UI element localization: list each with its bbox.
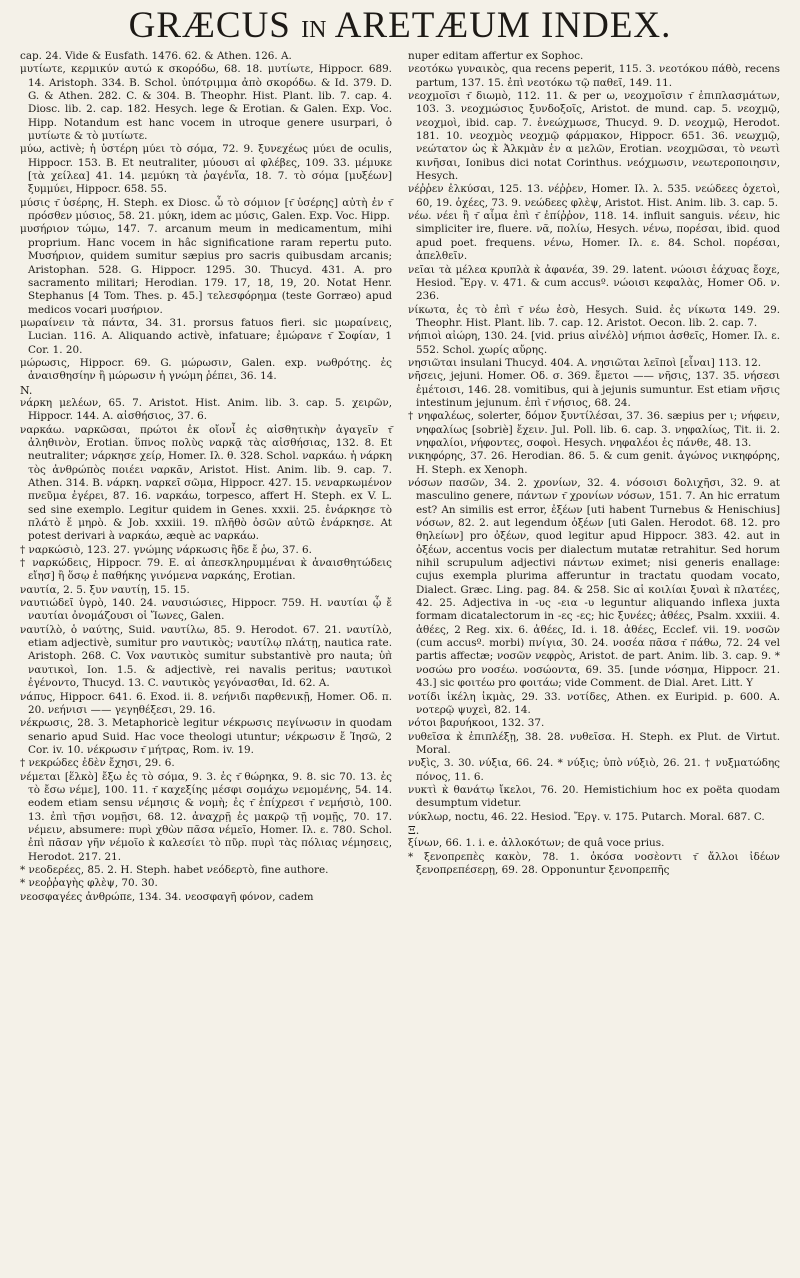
index-entry: νήπιοὶ αἰώρη, 130. 24. [vid. prius αἰνέλὸ] νήπιοι ἀσθεῖς, Homer. Ιλ. ε. 552. Schol. χωρίς αὔρης. bbox=[408, 330, 780, 356]
index-entry: μυτίωτε, κερμικύν αυτώ κ σκορόδω, 68. 18. μυτίωτε, Hippocr. 689. 14. Aristoph. 334. B. Schol. ὑπότριμμα ἀπὸ σκορόδω. & Id. 379. D. G. & Athen. 282. C. & 304. B. Theophr. Hist. Plant. lib. 7. cap. 4. Diosc. lib. 2. cap. 182. Hesych. lege & Erotian. & Galen. Exp. Voc. Hipp. Notandum est hanc vocem in utroque genere usurpari, ὁ μυτίωτε & τὸ μυτίωτε. bbox=[20, 63, 392, 143]
page-header bbox=[20, 6, 780, 46]
index-entry: νίκωτα, ἐς τὸ ἐπὶ τ͂ νέω ἐσὸ, Hesych. Suid. ἐς νίκωτα 149. 29. Theophr. Hist. Plant. lib. 7. cap. 12. Aristot. Oecon. lib. 2. cap. 7. bbox=[408, 303, 780, 329]
index-entry: νυξὶς, 3. 30. νύξια, 66. 24. * νύξις; ὑπὸ νύξιὸ, 26. 21. † νυξματώδης πόνος, 11. 6. bbox=[408, 757, 780, 783]
header-word-in: IN bbox=[301, 17, 327, 43]
index-entry: νῆσεις, jejuni. Homer. Οδ. σ. 369. ἔμετοι —— νῆσις, 137. 35. νήσεσι ἐμέτοισι, 146. 28. vomitibus, qui à jejunis sumuntur. Est etiam νῆσις intestinum jejunum. ἐπὶ τ͂ νήσιος, 68. 24. bbox=[408, 370, 780, 409]
index-entry: νόσων πασῶν, 34. 2. χρονίων, 32. 4. νόσοισι δολιχῆσι, 32. 9. at masculino genere, πάντων τ͂ χρονίων νόσων, 151. 7. An hic erratum est? An similis est error, ἐξέων [uti habent Turnebus & Henischius] νόσων, 82. 2. aut legendum ὀξέων [uti Galen. Herodot. 68. 12. pro θηλείων] pro ὀξέων, quod legitur apud Hippocr. 383. 42. aut in ὀξέων, accentus vocis per dialectum mutatæ retrahitur. Sed horum nihil scrupulum adjectivi πάντων eximet; nisi generis enallage: cujus exempla plurima afferuntur in tractatu quodam vocato, Dialect. Græc. Ling. pag. 84. & 258. Sic αἱ κοιλίαι ξυναὶ κ̀ πλατέες, 42. 25. Adjectiva in -υς -εια -υ leguntur aliquando inflexa juxta formam dicatalectorum in -ες -ες; hic ξυνέες; ἀθέες, Psalm. xxxiii. 4. ἀθέες, 2 Reg. xix. 6. ἀθέες, Id. i. 18. ἀθέες, Ecclef. vii. 19. νοσῶν (cum accusº. morbi) πνίγια, 30. 24. νοσέα πᾶσα τ͂ πάθω, 72. 24 vel partis affectæ; νοσῶν νεφρὸς, Aristot. de part. Anim. lib. 3. cap. 9. * νοσώω pro νοσέω. νοσώοντα, 69. 35. [unde νόσημα, Hippocr. 21. 43.] sic φοιτέω pro φοιτάω; vide Comment. de Dial. Aret. Litt. Υ bbox=[408, 477, 780, 690]
index-entry: cap. 24. Vide & Eusfath. 1476. 62. & Athen. 126. A. bbox=[20, 50, 292, 62]
header-word-graecus: GRÆCUS bbox=[128, 5, 291, 46]
index-entry: νοτίδι ἰκέλη ἰκμὰς, 29. 33. νοτίδες, Athen. ex Euripid. p. 600. A. νοτερῷ ψυχεὶ, 82. 14. bbox=[408, 690, 780, 716]
index-entry: νεοτόκω γυναικὸς, qua recens peperit, 115. 3. νεοτόκου πάθὸ, recens partum, 137. 15. ἐπὶ νεοτόκω τῷ παθεῖ, 149. 11. bbox=[408, 63, 780, 89]
index-entry: ναρκάω. ναρκῶσαι, πρώτοι ἐκ οἴονἶ ἐς αἰσθητικὴν ἀγαγεῖν τ͂ ἀληθινὸν, Erotian. ὕπνος πολὺς ναρκᾷ τὰς αἰσθήσιας, 132. 8. Et neutraliter; νάρκησε χείρ, Homer. Ιλ. θ. 328. Schol. ναρκάω. ἡ νάρκη τὸς ἀνθρώπὸς ποιέει ναρκᾶν, Aristot. Hist. Anim. lib. 9. cap. 7. Athen. 314. B. νάρκη. ναρκεῖ σῶμα, Hippocr. 427. 15. νεναρκωμένον πνεῦμα ἐγέρει, 87. 16. ναρκάω, torpesco, affert H. Steph. ex V. L. sed sine exemplo. Legitur quidem in Genes. xxxii. 25. ἐνάρκησε τὸ πλάτὸ ἔ μηρὸ. & Job. xxxiii. 19. πλῆθὸ ὀσῶν αὐτῶ ἐνάρκησε. At potest derivari à ναρκάω, æquè ac ναρκάω. bbox=[20, 423, 392, 543]
index-entry: νικηφόρης, 37. 26. Herodian. 86. 5. & cum genit. ἀγώνος νικηφόρης, H. Steph. ex Xenoph. bbox=[408, 450, 780, 476]
index-entry: νέῤῥεν ἐλκύσαι, 125. 13. νέῤῥεν, Homer. Ιλ. λ. 535. νεώδεες ὀχετοὶ, 60, 19. ὀχέες, 73. 9. νεώδεες φλὲψ, Aristot. Hist. Anim. lib. 3. cap. 5. bbox=[408, 183, 780, 209]
index-entry: νέω. νέει ἢ τ͂ αἷμα ἐπὶ τ͂ ἐπίῤῥον, 118. 14. influit sanguis. νέειν, hic simpliciter ire, fluere. νᾶ, πολίω, Hesych. νένω, πορέσαι, ibid. quod apud poet. frequens. νένω, Homer. Ιλ. ε. 84. Schol. πορέσαι, ἀπελθεῖν. bbox=[408, 210, 780, 263]
index-entry: * νεοδερέες, 85. 2. H. Steph. habet νεόδερτὸ, fine authore. bbox=[20, 863, 329, 876]
section-letter-n: N. bbox=[20, 383, 33, 397]
text-columns bbox=[20, 50, 780, 904]
index-entry: νεῖαι τὰ μέλεα κρυπλὰ κ̀ ἀφανέα, 39. 29. latent. νώοισι ἐάχυας ἔοχε, Hesiod. Ἔργ. v. 471. & cum accusº. νώοισι κεφαλὰς, Homer Οδ. ν. 236. bbox=[408, 263, 780, 303]
index-entry: νησιῶται insulani Thucyd. 404. A. νησιῶται λεῖποὶ [εἶναι] 113. 12. bbox=[408, 356, 762, 369]
index-entry: μώρωσις, Hippocr. 69. G. μώρωσιν, Galen. exp. νωθρότης. ἐς ἀναισθησίην ἢ μώρωσιν ἡ γνώμη ῥέπει, 36. 14. bbox=[20, 356, 392, 383]
index-entry: νέκρωσις, 28. 3. Metaphoricè legitur νέκρωσις πεγίνωσιν in quodam senario apud Suid. Hac voce theologi utuntur; νέκρωσιν ἔ Ἰησῶ, 2 Cor. iv. 10. νέκρωσιν τ͂ μήτρας, Rom. iv. 19. bbox=[20, 717, 392, 756]
index-entry: νυθεῖσα κ̀ ἐπιπλέξῃ, 38. 28. νυθεῖσα. H. Steph. ex Plut. de Virtut. Moral. bbox=[408, 730, 780, 756]
index-entry: † νεκρώδες ἐδὲν ἔχησι, 29. 6. bbox=[20, 757, 175, 770]
index-entry: ναυτιώδεῖ ὑγρὸ, 140. 24. ναυσιώσιες, Hippocr. 759. H. ναυτίαι ᾧ ἔ ναυτίαι ὀνομάζουσι οἱ Ἴωνες, Galen. bbox=[20, 597, 392, 623]
index-entry: νάπυς, Hippocr. 641. 6. Exod. ii. 8. νεήνιδι παρθενικῇ, Homer. Οδ. π. 20. νεήνισι —— γεγηθέξεσι, 29. 16. bbox=[20, 690, 392, 716]
index-entry: μυσήριον τώμω, 147. 7. arcanum meum in medicamentum, mihi proprium. Hanc vocem in hâc significatione raram repertu puto. Μυσήριον, quidem sumitur sæpius pro sacris quibusdam arcanis; Aristophan. 528. G. Hippocr. 1295. 30. Thucyd. 431. A. pro sacramento militari; Herodian. 179. 17, 18, 19, 20. Notat Henr. Stephanus [4 Tom. Thes. p. 45.] τελεσφόρημα (teste Gorræo) apud medicos vocari μυσήριον. bbox=[20, 223, 392, 316]
index-entry: ξίνων, 66. 1. i. e. ἀλλοκότων; de quâ voce prius. bbox=[408, 837, 665, 850]
index-entry: νύκλωρ, noctu, 46. 22. Hesiod. Ἔργ. v. 175. Putarch. Moral. 687. C. bbox=[408, 810, 765, 823]
index-entry: μύω, activè; ἡ ὑστέρη μύει τὸ σόμα, 72. 9. ξυνεχέως μύει de oculis, Hippocr. 153. B. Et neutraliter, μύουσι αἱ φλέβες, 109. 33. μέμυκε [τὰ χείλεα] 41. 14. μεμύκη τὰ ῥαγένἴα, 18. 7. τὸ σόμα [μυξέων] ξυμμύει, Hippocr. 658. 55. bbox=[20, 143, 392, 196]
left-column bbox=[20, 50, 392, 904]
index-entry: * ξενοπρεπὲς κακὸν, 78. 1. ὁκόσα νοσὲοντι τ͂ ἄλλοι ἰδέων ξενοπρεπέσερῃ, 69. 28. Opponuntur ξενοπρεπῆς bbox=[408, 850, 780, 876]
header-word-aretaeum-index: ARETÆUM INDEX. bbox=[334, 5, 672, 46]
index-entry: † ναρκώσιὸ, 123. 27. γνώμης νάρκωσις ἢδε ἔ ῥω, 37. 6. bbox=[20, 543, 312, 556]
index-entry: ναυτίλὸ, ὁ ναύτης, Suid. ναυτίλω, 85. 9. Herodot. 67. 21. ναυτίλὸ, etiam adjectivè, sumitur pro ναυτικὸς; ναυτίλῳ πλάτῃ, nautica rate. Aristoph. 268. C. Vox ναυτικὸς sumitur substantivè pro nauta; ὑπ̀ ναυτικοὶ, Ion. 1.5. & adjectivè, rei navalis peritus; ναυτικοὶ ἐγένοντο, Thucyd. 13. C. ναυτικὸς γεγόνασθαι, Id. 62. A. bbox=[20, 623, 392, 690]
index-entry: νεοχμοῖσι τ͂ διωμὸ, 112. 11. & per ω, νεοχμοῖσιν τ͂ ἐπιπλασμάτων, 103. 3. νεοχμώσιος ξυνδοξοῖς, Aristot. de mund. cap. 5. νεοχμῷ, νεοχμοὶ, ibid. cap. 7. ἐνεώχμωσε, Thucyd. 9. D. νεοχμῷ, Herodot. 181. 10. νεοχμὸς νεοχμῷ φάρμακον, Hippocr. 651. 36. νεωχμῷ, νεώτατον ὡς κ̀ Ἀλκμὰν ἐν α μελῶν, Erotian. νεοχμῶσαι, τὸ νεωτὶ κινῆσαι, Ionibus dici notat Corinthus. νεόχμωσιν, νεωτεροποιησιν, Hesych. bbox=[408, 90, 780, 183]
right-column bbox=[408, 50, 780, 904]
index-entry: † νηφαλέως, solerter, δόμον ξυντίλέσαι, 37. 36. sæpius per ι; νήφειν, νηφαλίως [sobriè] ἔχειν. Jul. Poll. lib. 6. cap. 3. νηφαλίως, Tit. ii. 2. νηφαλίοι, νήφοντες, σοφοὶ. Hesych. νηφαλέοι ἐς πάνθε, 48. 13. bbox=[408, 410, 780, 449]
index-entry: νεοσφαγέες ἀνθρώπε, 134. 34. νεοσφαγῆ φόνον, cadem bbox=[20, 890, 314, 903]
section-letter-xi: Ξ. bbox=[408, 823, 420, 837]
index-entry: νυκτὶ κ̀ θανάτῳ ἴκελοι, 76. 20. Hemistichium hoc ex poëta quodam desumptum videtur. bbox=[408, 783, 780, 810]
index-entry: ναυτία, 2. 5. ξυν ναυτίῃ, 15. 15. bbox=[20, 583, 190, 596]
index-entry: μωραίνειν τὰ πάντα, 34. 31. prorsus fatuos fieri. sic μωραίνεις, Lucian. 116. A. Aliquando activè, infatuare; ἐμώρανε τ͂ Σοφίαν, 1 Cor. 1. 20. bbox=[20, 316, 392, 356]
index-entry: μύσις τ͂ ὑσέρης, H. Steph. ex Diosc. ὦ τὸ σόμιον [τ͂ ὑσέρης] αὐτὴ ἐν τ͂ πρόσθεν μύσιος, 58. 21. μύκη, idem ac μύσις, Galen. Exp. Voc. Hipp. bbox=[20, 196, 393, 223]
index-entry: νέμεται [ἕλκὸ] ἔξω ἐς τὸ σόμα, 9. 3. ἐς τ͂ θώρηκα, 9. 8. sic 70. 13. ἐς τὸ ἔσω νέμε], 100. 11. τ͂ καχεξίης μέσφι σομάχω νεμομένης, 54. 14. eodem etiam sensu νέμησις & νομὴ; ἐς τ͂ ἐπίχρεσι τ͂ νεμήσιὸ, 100. 13. ἐπὶ τῇσι νομῇσι, 68. 12. ἀναχρῇ ἐς μακρῷ τῇ νομῇς, 70. 17. νέμειν, absumere: πυρὶ χθὼν πᾶσα νέμεῖο, Homer. Ιλ. ε. 780. Schol. ἐπὶ πᾶσαν γῆν νέμοῖο κ̀ καλεσίει τὸ πῦρ. πυρὶ τὰς πόλιας νέμησεις, Herodot. 217. 21. bbox=[20, 770, 392, 863]
index-entry: * νεοῤῥαγὴς φλὲψ, 70. 30. bbox=[20, 877, 158, 890]
index-entry: νάρκη μελέων, 65. 7. Aristot. Hist. Anim. lib. 3. cap. 5. χειρῶν, Hippocr. 144. A. αἰσθήσιος, 37. 6. bbox=[20, 396, 392, 423]
index-entry: † ναρκώδεις, Hippocr. 79. E. αἱ ἀπεσκληρυμμέναι κ̀ ἀναισθητώδεις εἴησ] ἢ ὅσῳ ἐ παθήκης γινόμενα ναρκάης, Erotian. bbox=[20, 557, 392, 583]
index-entry: nuper editam affertur ex Sophoc. bbox=[408, 50, 584, 62]
index-entry: νότοι βαρυήκοοι, 132. 37. bbox=[408, 717, 545, 730]
